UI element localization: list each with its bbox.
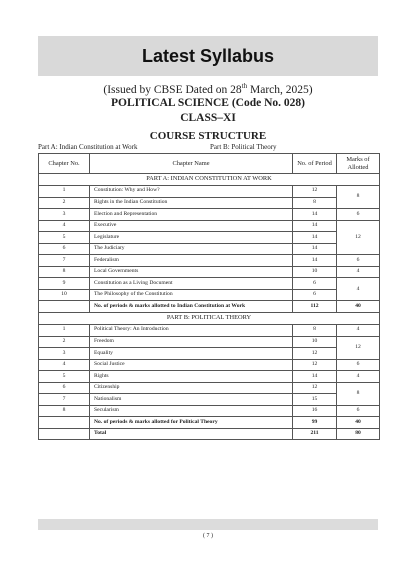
chapter-period: 12 bbox=[293, 382, 337, 394]
issued-superscript: th bbox=[241, 82, 248, 90]
part-a-title: PART A: INDIAN CONSTITUTION AT WORK bbox=[39, 174, 380, 186]
chapter-period: 10 bbox=[293, 266, 337, 278]
blank-cell bbox=[39, 428, 90, 440]
header-chapter-name: Chapter Name bbox=[90, 154, 293, 174]
chapter-marks: 6 bbox=[337, 255, 380, 267]
chapter-marks: 12 bbox=[337, 220, 380, 255]
page-title: Latest Syllabus bbox=[141, 45, 275, 66]
header-marks: Marks of Allotted bbox=[337, 154, 380, 174]
chapter-marks: 4 bbox=[337, 325, 380, 337]
chapter-no: 2 bbox=[39, 336, 90, 348]
chapter-marks: 8 bbox=[337, 382, 380, 405]
table-row bbox=[39, 371, 380, 383]
chapter-period: 16 bbox=[293, 405, 337, 417]
title-banner bbox=[38, 36, 378, 76]
chapter-name: Social Justice bbox=[90, 359, 293, 371]
part-a-total-label: No. of periods & marks allotted to Indian Constitution at Work bbox=[90, 301, 293, 313]
chapter-name: Equality bbox=[90, 348, 293, 360]
grand-total-period: 211 bbox=[293, 428, 337, 440]
page-number: ( 7 ) bbox=[203, 533, 213, 539]
part-a-total-period: 112 bbox=[293, 301, 337, 313]
chapter-period: 15 bbox=[293, 394, 337, 406]
chapter-name: Freedom bbox=[90, 336, 293, 348]
grand-total-label: Total bbox=[90, 428, 293, 440]
chapter-marks: 6 bbox=[337, 209, 380, 221]
part-b-total-period: 99 bbox=[293, 417, 337, 429]
footer-bar bbox=[38, 519, 378, 530]
subject-heading: POLITICAL SCIENCE (Code No. 028) bbox=[111, 97, 305, 109]
part-a-total-marks: 40 bbox=[337, 301, 380, 313]
chapter-period: 14 bbox=[293, 243, 337, 255]
table-row bbox=[39, 266, 380, 278]
chapter-name: Citizenship bbox=[90, 382, 293, 394]
chapter-name: Constitution: Why and How? bbox=[90, 186, 293, 198]
chapter-marks: 6 bbox=[337, 405, 380, 417]
part-b-label: Part B: Political Theory bbox=[210, 143, 277, 151]
table-row bbox=[39, 255, 380, 267]
part-a-total-row bbox=[39, 301, 380, 313]
chapter-no: 9 bbox=[39, 278, 90, 290]
part-b-total-row bbox=[39, 417, 380, 429]
syllabus-table bbox=[38, 153, 380, 440]
header-chapter-no: Chapter No. bbox=[39, 154, 90, 174]
chapter-period: 8 bbox=[293, 325, 337, 337]
chapter-marks: 4 bbox=[337, 266, 380, 278]
chapter-name: Constitution as a Living Document bbox=[90, 278, 293, 290]
table-row bbox=[39, 336, 380, 348]
table-row bbox=[39, 359, 380, 371]
chapter-name: Executive bbox=[90, 220, 293, 232]
chapter-period: 14 bbox=[293, 371, 337, 383]
part-b-total-label: No. of periods & marks allotted for Political Theory bbox=[90, 417, 293, 429]
header-period: No. of Period bbox=[293, 154, 337, 174]
table-row bbox=[39, 394, 380, 406]
grand-total-row bbox=[39, 428, 380, 440]
chapter-marks: 12 bbox=[337, 336, 380, 359]
section-row-part-a bbox=[39, 174, 380, 186]
chapter-no: 3 bbox=[39, 209, 90, 221]
table-row bbox=[39, 325, 380, 337]
chapter-no: 6 bbox=[39, 382, 90, 394]
chapter-no: 1 bbox=[39, 186, 90, 198]
chapter-period: 12 bbox=[293, 359, 337, 371]
grand-total-marks: 80 bbox=[337, 428, 380, 440]
chapter-period: 14 bbox=[293, 255, 337, 267]
table-row bbox=[39, 186, 380, 198]
chapter-period: 10 bbox=[293, 336, 337, 348]
chapter-no: 8 bbox=[39, 266, 90, 278]
chapter-name: Legislature bbox=[90, 232, 293, 244]
table-row bbox=[39, 348, 380, 360]
part-b-title: PART B: POLITICAL THEORY bbox=[39, 313, 380, 325]
chapter-name: The Philosophy of the Constitution bbox=[90, 289, 293, 301]
table-row bbox=[39, 289, 380, 301]
chapter-period: 12 bbox=[293, 186, 337, 198]
chapter-no: 4 bbox=[39, 359, 90, 371]
table-row bbox=[39, 220, 380, 232]
chapter-marks: 4 bbox=[337, 371, 380, 383]
chapter-period: 14 bbox=[293, 209, 337, 221]
chapter-no: 6 bbox=[39, 243, 90, 255]
chapter-name: Nationalism bbox=[90, 394, 293, 406]
chapter-name: Federalism bbox=[90, 255, 293, 267]
chapter-name: Political Theory: An Introduction bbox=[90, 325, 293, 337]
table-row bbox=[39, 382, 380, 394]
class-heading: CLASS–XI bbox=[180, 112, 236, 124]
chapter-marks: 4 bbox=[337, 278, 380, 301]
issued-prefix: (Issued by CBSE Dated on 28 bbox=[103, 83, 242, 96]
chapter-no: 7 bbox=[39, 255, 90, 267]
chapter-name: Secularism bbox=[90, 405, 293, 417]
blank-cell bbox=[39, 301, 90, 313]
table-row bbox=[39, 197, 380, 209]
chapter-no: 5 bbox=[39, 232, 90, 244]
chapter-marks: 8 bbox=[337, 186, 380, 209]
table-row bbox=[39, 278, 380, 290]
chapter-no: 4 bbox=[39, 220, 90, 232]
chapter-name: Rights bbox=[90, 371, 293, 383]
chapter-no: 10 bbox=[39, 289, 90, 301]
chapter-no: 5 bbox=[39, 371, 90, 383]
chapter-period: 12 bbox=[293, 348, 337, 360]
chapter-no: 7 bbox=[39, 394, 90, 406]
chapter-name: Election and Representation bbox=[90, 209, 293, 221]
table-header-row bbox=[39, 154, 380, 174]
chapter-period: 6 bbox=[293, 289, 337, 301]
table-row bbox=[39, 232, 380, 244]
chapter-no: 2 bbox=[39, 197, 90, 209]
table-row bbox=[39, 209, 380, 221]
course-structure-heading: COURSE STRUCTURE bbox=[149, 130, 267, 142]
table-row bbox=[39, 405, 380, 417]
chapter-no: 8 bbox=[39, 405, 90, 417]
chapter-period: 6 bbox=[293, 278, 337, 290]
part-a-label: Part A: Indian Constitution at Work bbox=[38, 143, 138, 151]
chapter-no: 3 bbox=[39, 348, 90, 360]
chapter-period: 14 bbox=[293, 220, 337, 232]
blank-cell bbox=[39, 417, 90, 429]
part-b-total-marks: 40 bbox=[337, 417, 380, 429]
chapter-no: 1 bbox=[39, 325, 90, 337]
table-row bbox=[39, 243, 380, 255]
issued-suffix: March, 2025) bbox=[247, 83, 313, 96]
chapter-period: 14 bbox=[293, 232, 337, 244]
chapter-name: Local Governments bbox=[90, 266, 293, 278]
section-row-part-b bbox=[39, 313, 380, 325]
chapter-period: 8 bbox=[293, 197, 337, 209]
chapter-name: The Judiciary bbox=[90, 243, 293, 255]
chapter-marks: 6 bbox=[337, 359, 380, 371]
chapter-name: Rights in the Indian Constitution bbox=[90, 197, 293, 209]
issued-note bbox=[0, 82, 416, 96]
